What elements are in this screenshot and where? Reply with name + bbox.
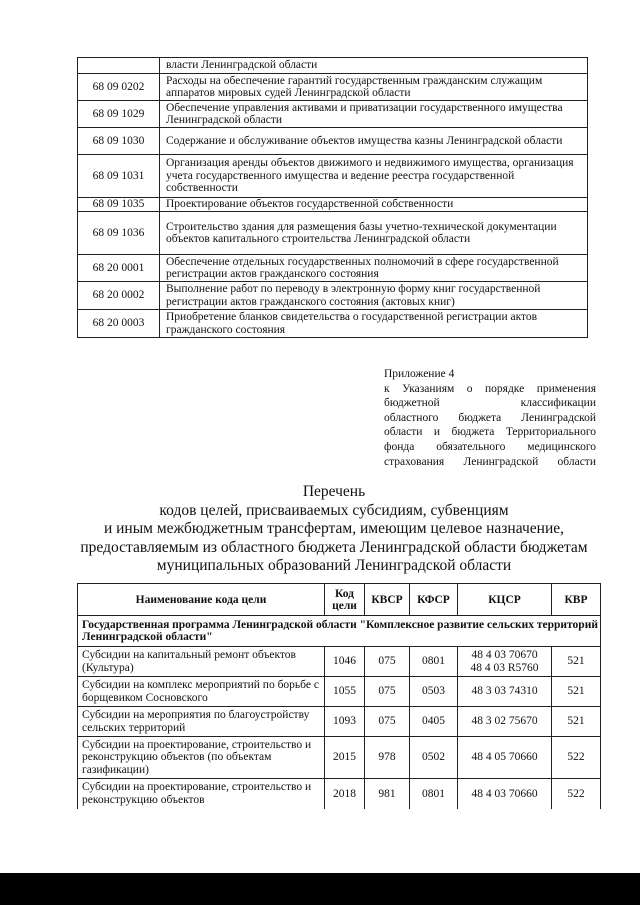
description-cell: Приобретение бланков свидетельства о государственной регистрации актов гражданского состояния [160, 310, 588, 338]
appendix-title: Приложение 4 [384, 368, 455, 380]
description-cell: Обеспечение отдельных государственных полномочий в сфере государственной регистрации актов гражданского состояния [160, 255, 588, 282]
code-cell: 68 09 1031 [78, 155, 160, 198]
budget-codes-table [77, 57, 588, 338]
kvr-cell: 522 [552, 779, 601, 809]
appendix-line: фонда обязательного медицинского [384, 440, 596, 453]
kvr-cell: 521 [552, 647, 601, 677]
appendix-line: областного бюджета Ленинградской [384, 411, 596, 424]
list-title [60, 483, 608, 576]
header-cell: КВСР [365, 584, 410, 616]
kfsr-cell: 0405 [410, 707, 458, 737]
kfsr-cell: 0502 [410, 737, 458, 779]
goal-code-cell: 2015 [325, 737, 365, 779]
code-cell: 68 20 0002 [78, 282, 160, 310]
kvr-cell: 522 [552, 737, 601, 779]
appendix-line: к Указаниям о порядке применения [384, 382, 596, 395]
code-cell: 68 09 0202 [78, 74, 160, 101]
header-cell: Код цели [325, 584, 365, 616]
kcsr-cell: 48 3 02 75670 [458, 707, 552, 737]
table-row [78, 677, 601, 707]
description-cell: Расходы на обеспечение гарантий государственным гражданским служащим аппаратов мировых судей Ленинградской области [160, 74, 588, 101]
table-row [78, 647, 601, 677]
table-row [78, 58, 588, 74]
scan-bottom-border [0, 873, 640, 905]
header-row [78, 584, 601, 616]
table-row [78, 310, 588, 338]
table-row [78, 74, 588, 101]
table-row [78, 212, 588, 255]
title-line: муниципальных образований Ленинградской области [156, 557, 512, 574]
appendix-line: области и бюджета Территориального [384, 426, 596, 439]
description-cell: власти Ленинградской области [160, 58, 588, 74]
goal-name-cell: Субсидии на проектирование, строительство и реконструкцию объектов [78, 779, 325, 809]
code-cell: 68 09 1035 [78, 198, 160, 212]
table-row [78, 737, 601, 779]
section-row [78, 616, 601, 647]
code-cell: 68 20 0003 [78, 310, 160, 338]
code-cell: 68 09 1030 [78, 128, 160, 155]
table-row [78, 282, 588, 310]
title-line: кодов целей, присваиваемых субсидиям, субвенциям [159, 501, 509, 519]
kcsr-value: 48 4 03 70670 [471, 649, 538, 661]
goal-code-cell: 1046 [325, 647, 365, 677]
kvr-cell: 521 [552, 707, 601, 737]
description-cell: Проектирование объектов государственной собственности [160, 198, 588, 212]
header-cell: КЦСР [458, 584, 552, 616]
table-row [78, 779, 601, 809]
code-cell: 68 09 1036 [78, 212, 160, 255]
description-cell: Содержание и обслуживание объектов имущества казны Ленинградской области [160, 128, 588, 155]
table-row [78, 155, 588, 198]
kvsr-cell: 075 [365, 677, 410, 707]
table-row [78, 255, 588, 282]
kfsr-cell: 0801 [410, 647, 458, 677]
kvr-cell: 521 [552, 677, 601, 707]
kfsr-cell: 0503 [410, 677, 458, 707]
kcsr-cell: 48 3 03 74310 [458, 677, 552, 707]
kfsr-cell: 0801 [410, 779, 458, 809]
goal-name-cell: Субсидии на капитальный ремонт объектов (Культура) [78, 647, 325, 677]
header-cell: Наименование кода цели [78, 584, 325, 616]
code-cell [78, 58, 160, 74]
kcsr-value: 48 4 03 R5760 [470, 661, 539, 674]
description-cell: Организация аренды объектов движимого и недвижимого имущества, организация учета государственного имущества и ведение реестра государственной собственности [160, 155, 588, 198]
description-cell: Выполнение работ по переводу в электронную форму книг государственной регистрации актов гражданского состояния (актовых книг) [160, 282, 588, 310]
code-cell: 68 09 1029 [78, 101, 160, 128]
goal-name-cell: Субсидии на комплекс мероприятий по борьбе с борщевиком Сосновского [78, 677, 325, 707]
kvsr-cell: 978 [365, 737, 410, 779]
goal-codes-table [77, 583, 601, 809]
appendix-line: бюджетной классификации [384, 397, 596, 410]
title-line: и иным межбюджетным трансфертам, имеющим целевое назначение, [103, 520, 565, 537]
appendix-block [384, 367, 596, 469]
table-row [78, 128, 588, 155]
appendix-line: страхования Ленинградской области [384, 455, 596, 468]
header-cell: КВР [552, 584, 601, 616]
title-line: предоставляемым из областного бюджета Ленинградской области бюджетам [80, 538, 588, 556]
description-cell: Строительство здания для размещения базы учетно-технической документации объектов капитального строительства Ленинградской области [160, 212, 588, 255]
goal-name-cell: Субсидии на мероприятия по благоустройству сельских территорий [78, 707, 325, 737]
kcsr-cell: 48 4 05 70660 [458, 737, 552, 779]
description-cell: Обеспечение управления активами и приватизации государственного имущества Ленинградской области [160, 101, 588, 128]
code-cell: 68 20 0001 [78, 255, 160, 282]
kvsr-cell: 075 [365, 707, 410, 737]
table-row [78, 101, 588, 128]
goal-code-cell: 2018 [325, 779, 365, 809]
kvsr-cell: 981 [365, 779, 410, 809]
goal-name-cell: Субсидии на проектирование, строительство и реконструкцию объектов (по объектам газификации) [78, 737, 325, 779]
table-row [78, 198, 588, 212]
header-cell: КФСР [410, 584, 458, 616]
title-line: Перечень [302, 483, 366, 500]
kvsr-cell: 075 [365, 647, 410, 677]
goal-code-cell: 1093 [325, 707, 365, 737]
kcsr-cell: 48 4 03 70660 [458, 779, 552, 809]
kcsr-cell [458, 647, 552, 677]
goal-code-cell: 1055 [325, 677, 365, 707]
section-title: Государственная программа Ленинградской области "Комплексное развитие сельских территорий Ленинградской области" [78, 616, 601, 647]
table-row [78, 707, 601, 737]
